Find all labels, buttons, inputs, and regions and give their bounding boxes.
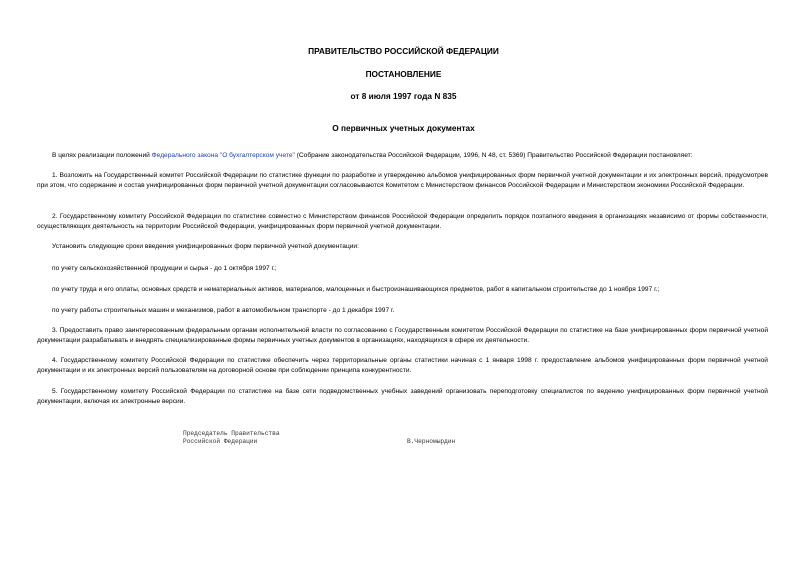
paragraph-2-item-3: по учету работы строительных машин и механизмов, работ в автомобильном транспорте - до 1 декабря 1997 г. (52, 307, 395, 314)
paragraph-2-item-2: по учету труда и его оплаты, основных средств и нематериальных активов, материалов, малоценных и быстроизнашивающихся предметов, работ в капитальном строительстве до 1 ноября 1997 г.; (52, 286, 660, 293)
preamble-text-after: (Собрание законодательства Российской Федерации, 1996, N 48, ст. 5369) Правительство Российской Федерации постановляет: (294, 152, 693, 159)
federal-law-link[interactable]: Федерального закона "О бухгалтерском учете" (151, 152, 295, 159)
signature-position-line-2: Российской Федерации (183, 438, 258, 445)
paragraph-2-item-1: по учету сельскохозяйственной продукции и сырья - до 1 октября 1997 г.; (52, 265, 277, 272)
signature-name: В.Черномырдин (407, 438, 456, 445)
preamble-text-before: В целях реализации положений (52, 152, 152, 159)
paragraph-4: 4. Государственному комитету Российской Федерации по статистике обеспечить через территориальные органы статистики начиная с 1 января 1998 г. предоставление альбомов унифицированных форм первичной учетной документации и их электронных версий пользователям на договорной основе при соблюдении принципа конкурентности. (37, 357, 768, 374)
paragraph-2: 2. Государственному комитету Российской Федерации по статистике совместно с Министерством финансов Российской Федерации определить порядок поэтапного введения в организациях независимо от формы собственности, осуществляющих деятельность на территории Российской Федерации, унифицированных форм первичной учетной документации. (37, 213, 768, 230)
paragraph-2-intro: Установить следующие сроки введения унифицированных форм первичной учетной документации: (52, 243, 359, 250)
paragraph-3: 3. Предоставить право заинтересованным федеральным органам исполнительной власти по согласованию с Государственным комитетом Российской Федерации по статистике на базе унифицированных форм первичной учетной документации разрабатывать и внедрять специализированные формы первичных учетных документов в организациях, находящихся в сфере их деятельности. (37, 327, 768, 344)
preamble-paragraph (37, 151, 768, 161)
government-heading: ПРАВИТЕЛЬСТВО РОССИЙСКОЙ ФЕДЕРАЦИИ (308, 46, 499, 56)
document-type: ПОСТАНОВЛЕНИЕ (365, 69, 442, 79)
paragraph-5: 5. Государственному комитету Российской Федерации по статистике на базе сети подведомственных учебных заведений организовать переподготовку специалистов по ведению унифицированных форм первичной учетной документации, включая их электронные версии. (37, 388, 768, 405)
document-date-number: от 8 июля 1997 года N 835 (350, 91, 457, 101)
document-title: О первичных учетных документах (332, 123, 475, 133)
paragraph-1: 1. Возложить на Государственный комитет Российской Федерации по статистике функции по разработке и утверждению альбомов унифицированных форм первичной учетной документации и их электронных версий, предусмотрев при этом, что содержание и состав унифицированных форм первичной учетной документации согласовываются Комитетом с Министерством финансов Российской Федерации и Министерством экономики Российской Федерации. (37, 172, 768, 189)
signature-position-line-1: Председатель Правительства (183, 430, 280, 437)
